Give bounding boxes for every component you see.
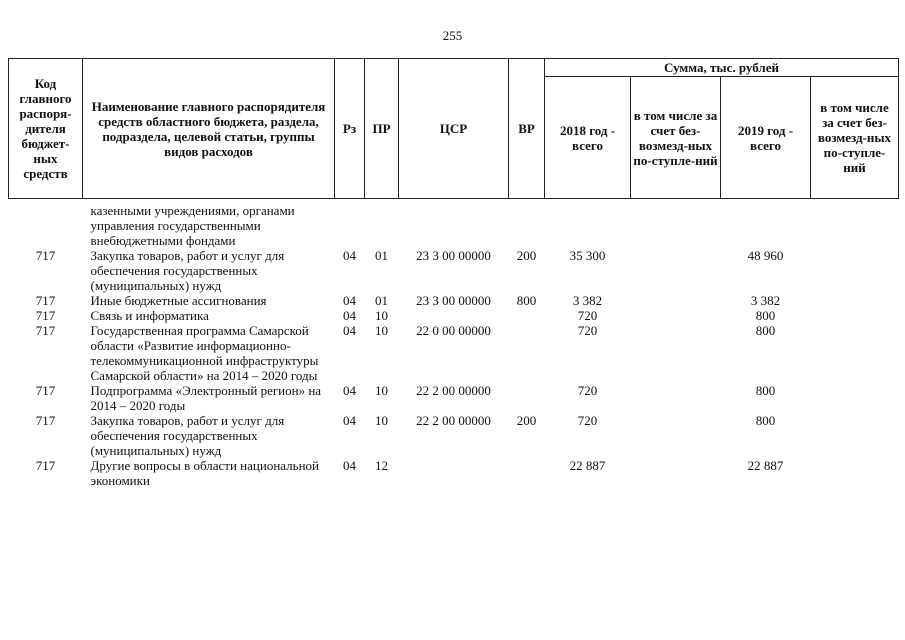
cell-2019-total: 3 382 bbox=[750, 293, 781, 308]
cell-csr: 22 0 00 00000 bbox=[416, 323, 491, 338]
cell-vr bbox=[509, 308, 545, 323]
table-row bbox=[9, 458, 899, 488]
cell-2019-total: 48 960 bbox=[747, 248, 784, 263]
cell-csr: 22 2 00 00000 bbox=[416, 413, 491, 428]
cell-code: 717 bbox=[35, 383, 56, 398]
cell-rz: 04 bbox=[343, 248, 356, 263]
cell-code bbox=[9, 203, 83, 248]
cell-rz: 04 bbox=[343, 323, 356, 338]
table-row bbox=[9, 323, 899, 383]
cell-2018-total: 720 bbox=[577, 383, 598, 398]
header-sum-group: Сумма, тыс. рублей bbox=[545, 59, 899, 77]
cell-vr bbox=[509, 383, 545, 413]
header-code: Код главного распоря-дителя бюджет-ных средств bbox=[9, 59, 83, 199]
cell-rz: 04 bbox=[343, 293, 356, 308]
cell-2018-free bbox=[631, 383, 721, 413]
cell-2019-total: 800 bbox=[755, 323, 776, 338]
cell-vr: 200 bbox=[516, 248, 537, 263]
cell-2019-total bbox=[721, 203, 811, 248]
cell-code: 717 bbox=[35, 308, 56, 323]
cell-pr: 10 bbox=[375, 323, 388, 338]
cell-2018-free bbox=[631, 413, 721, 458]
cell-2019-free bbox=[811, 458, 899, 488]
cell-pr: 10 bbox=[375, 383, 388, 398]
cell-2018-total bbox=[545, 203, 631, 248]
page-number: 255 bbox=[442, 28, 463, 43]
table-row bbox=[9, 383, 899, 413]
cell-2019-free bbox=[811, 383, 899, 413]
cell-2018-free bbox=[631, 248, 721, 293]
cell-2018-total: 22 887 bbox=[569, 458, 606, 473]
cell-rz: 04 bbox=[343, 308, 356, 323]
cell-pr: 12 bbox=[375, 458, 388, 473]
cell-2018-total: 35 300 bbox=[569, 248, 606, 263]
cell-2018-free bbox=[631, 458, 721, 488]
cell-name: Подпрограмма «Электронный регион» на 2014 – 2020 годы bbox=[90, 383, 322, 413]
cell-2018-total: 720 bbox=[577, 413, 598, 428]
cell-name: Другие вопросы в области национальной экономики bbox=[90, 458, 319, 488]
cell-2018-free bbox=[631, 323, 721, 383]
cell-pr bbox=[365, 203, 399, 248]
cell-vr bbox=[509, 458, 545, 488]
header-csr: ЦСР bbox=[399, 59, 509, 199]
cell-code: 717 bbox=[35, 323, 56, 338]
cell-rz bbox=[335, 203, 365, 248]
cell-2018-total: 720 bbox=[577, 323, 598, 338]
header-2018-total: 2018 год - всего bbox=[545, 77, 631, 199]
cell-2018-total: 720 bbox=[577, 308, 598, 323]
cell-pr: 01 bbox=[375, 248, 388, 263]
cell-code: 717 bbox=[35, 293, 56, 308]
table-row bbox=[9, 308, 899, 323]
cell-csr: 22 2 00 00000 bbox=[416, 383, 491, 398]
cell-2019-total: 800 bbox=[755, 308, 776, 323]
cell-vr bbox=[509, 203, 545, 248]
cell-pr: 10 bbox=[375, 413, 388, 428]
cell-rz: 04 bbox=[343, 413, 356, 428]
cell-name: Государственная программа Самарской области «Развитие информационно-телекоммуникационной инфраструктуры Самарской области» на 2014 – 2020 годы bbox=[90, 323, 319, 383]
cell-2019-free bbox=[811, 323, 899, 383]
header-2019-total: 2019 год - всего bbox=[721, 77, 811, 199]
header-name: Наименование главного распорядителя средств областного бюджета, раздела, подраздела, целевой статьи, группы видов расходов bbox=[83, 59, 335, 199]
cell-rz: 04 bbox=[343, 383, 356, 398]
cell-vr: 200 bbox=[516, 413, 537, 428]
table-row bbox=[9, 293, 899, 308]
cell-code: 717 bbox=[35, 458, 56, 473]
cell-2018-free bbox=[631, 308, 721, 323]
cell-2019-free bbox=[811, 293, 899, 308]
budget-table bbox=[8, 58, 899, 488]
cell-rz: 04 bbox=[343, 458, 356, 473]
cell-csr bbox=[399, 458, 509, 488]
table-body bbox=[9, 199, 899, 489]
cell-name: Закупка товаров, работ и услуг для обеспечения государственных (муниципальных) нужд bbox=[90, 248, 285, 293]
header-pr: ПР bbox=[365, 59, 399, 199]
cell-csr bbox=[399, 203, 509, 248]
cell-name: казенными учреждениями, органами управления государственными внебюджетными фондами bbox=[90, 203, 295, 248]
header-rz: Рз bbox=[335, 59, 365, 199]
header-vr: ВР bbox=[509, 59, 545, 199]
cell-2018-free bbox=[631, 293, 721, 308]
table-row bbox=[9, 203, 899, 248]
cell-2018-free bbox=[631, 203, 721, 248]
cell-vr: 800 bbox=[516, 293, 537, 308]
cell-2019-total: 22 887 bbox=[747, 458, 784, 473]
cell-pr: 10 bbox=[375, 308, 388, 323]
table-row bbox=[9, 413, 899, 458]
cell-name: Закупка товаров, работ и услуг для обеспечения государственных (муниципальных) нужд bbox=[90, 413, 285, 458]
cell-csr: 23 3 00 00000 bbox=[416, 293, 491, 308]
cell-2019-total: 800 bbox=[755, 413, 776, 428]
table-header bbox=[9, 59, 899, 199]
cell-2019-free bbox=[811, 413, 899, 458]
cell-pr: 01 bbox=[375, 293, 388, 308]
cell-vr bbox=[509, 323, 545, 383]
cell-code: 717 bbox=[35, 413, 56, 428]
cell-2019-total: 800 bbox=[755, 383, 776, 398]
cell-2019-free bbox=[811, 203, 899, 248]
cell-csr: 23 3 00 00000 bbox=[416, 248, 491, 263]
header-2019-free: в том числе за счет без-возмезд-ных по-ступле-ний bbox=[811, 77, 899, 199]
cell-name: Связь и информатика bbox=[90, 308, 209, 323]
cell-csr bbox=[399, 308, 509, 323]
table-row bbox=[9, 248, 899, 293]
cell-name: Иные бюджетные ассигнования bbox=[90, 293, 267, 308]
cell-2018-total: 3 382 bbox=[572, 293, 603, 308]
cell-2019-free bbox=[811, 308, 899, 323]
cell-2019-free bbox=[811, 248, 899, 293]
cell-code: 717 bbox=[35, 248, 56, 263]
header-2018-free: в том числе за счет без-возмезд-ных по-ступле-ний bbox=[631, 77, 721, 199]
